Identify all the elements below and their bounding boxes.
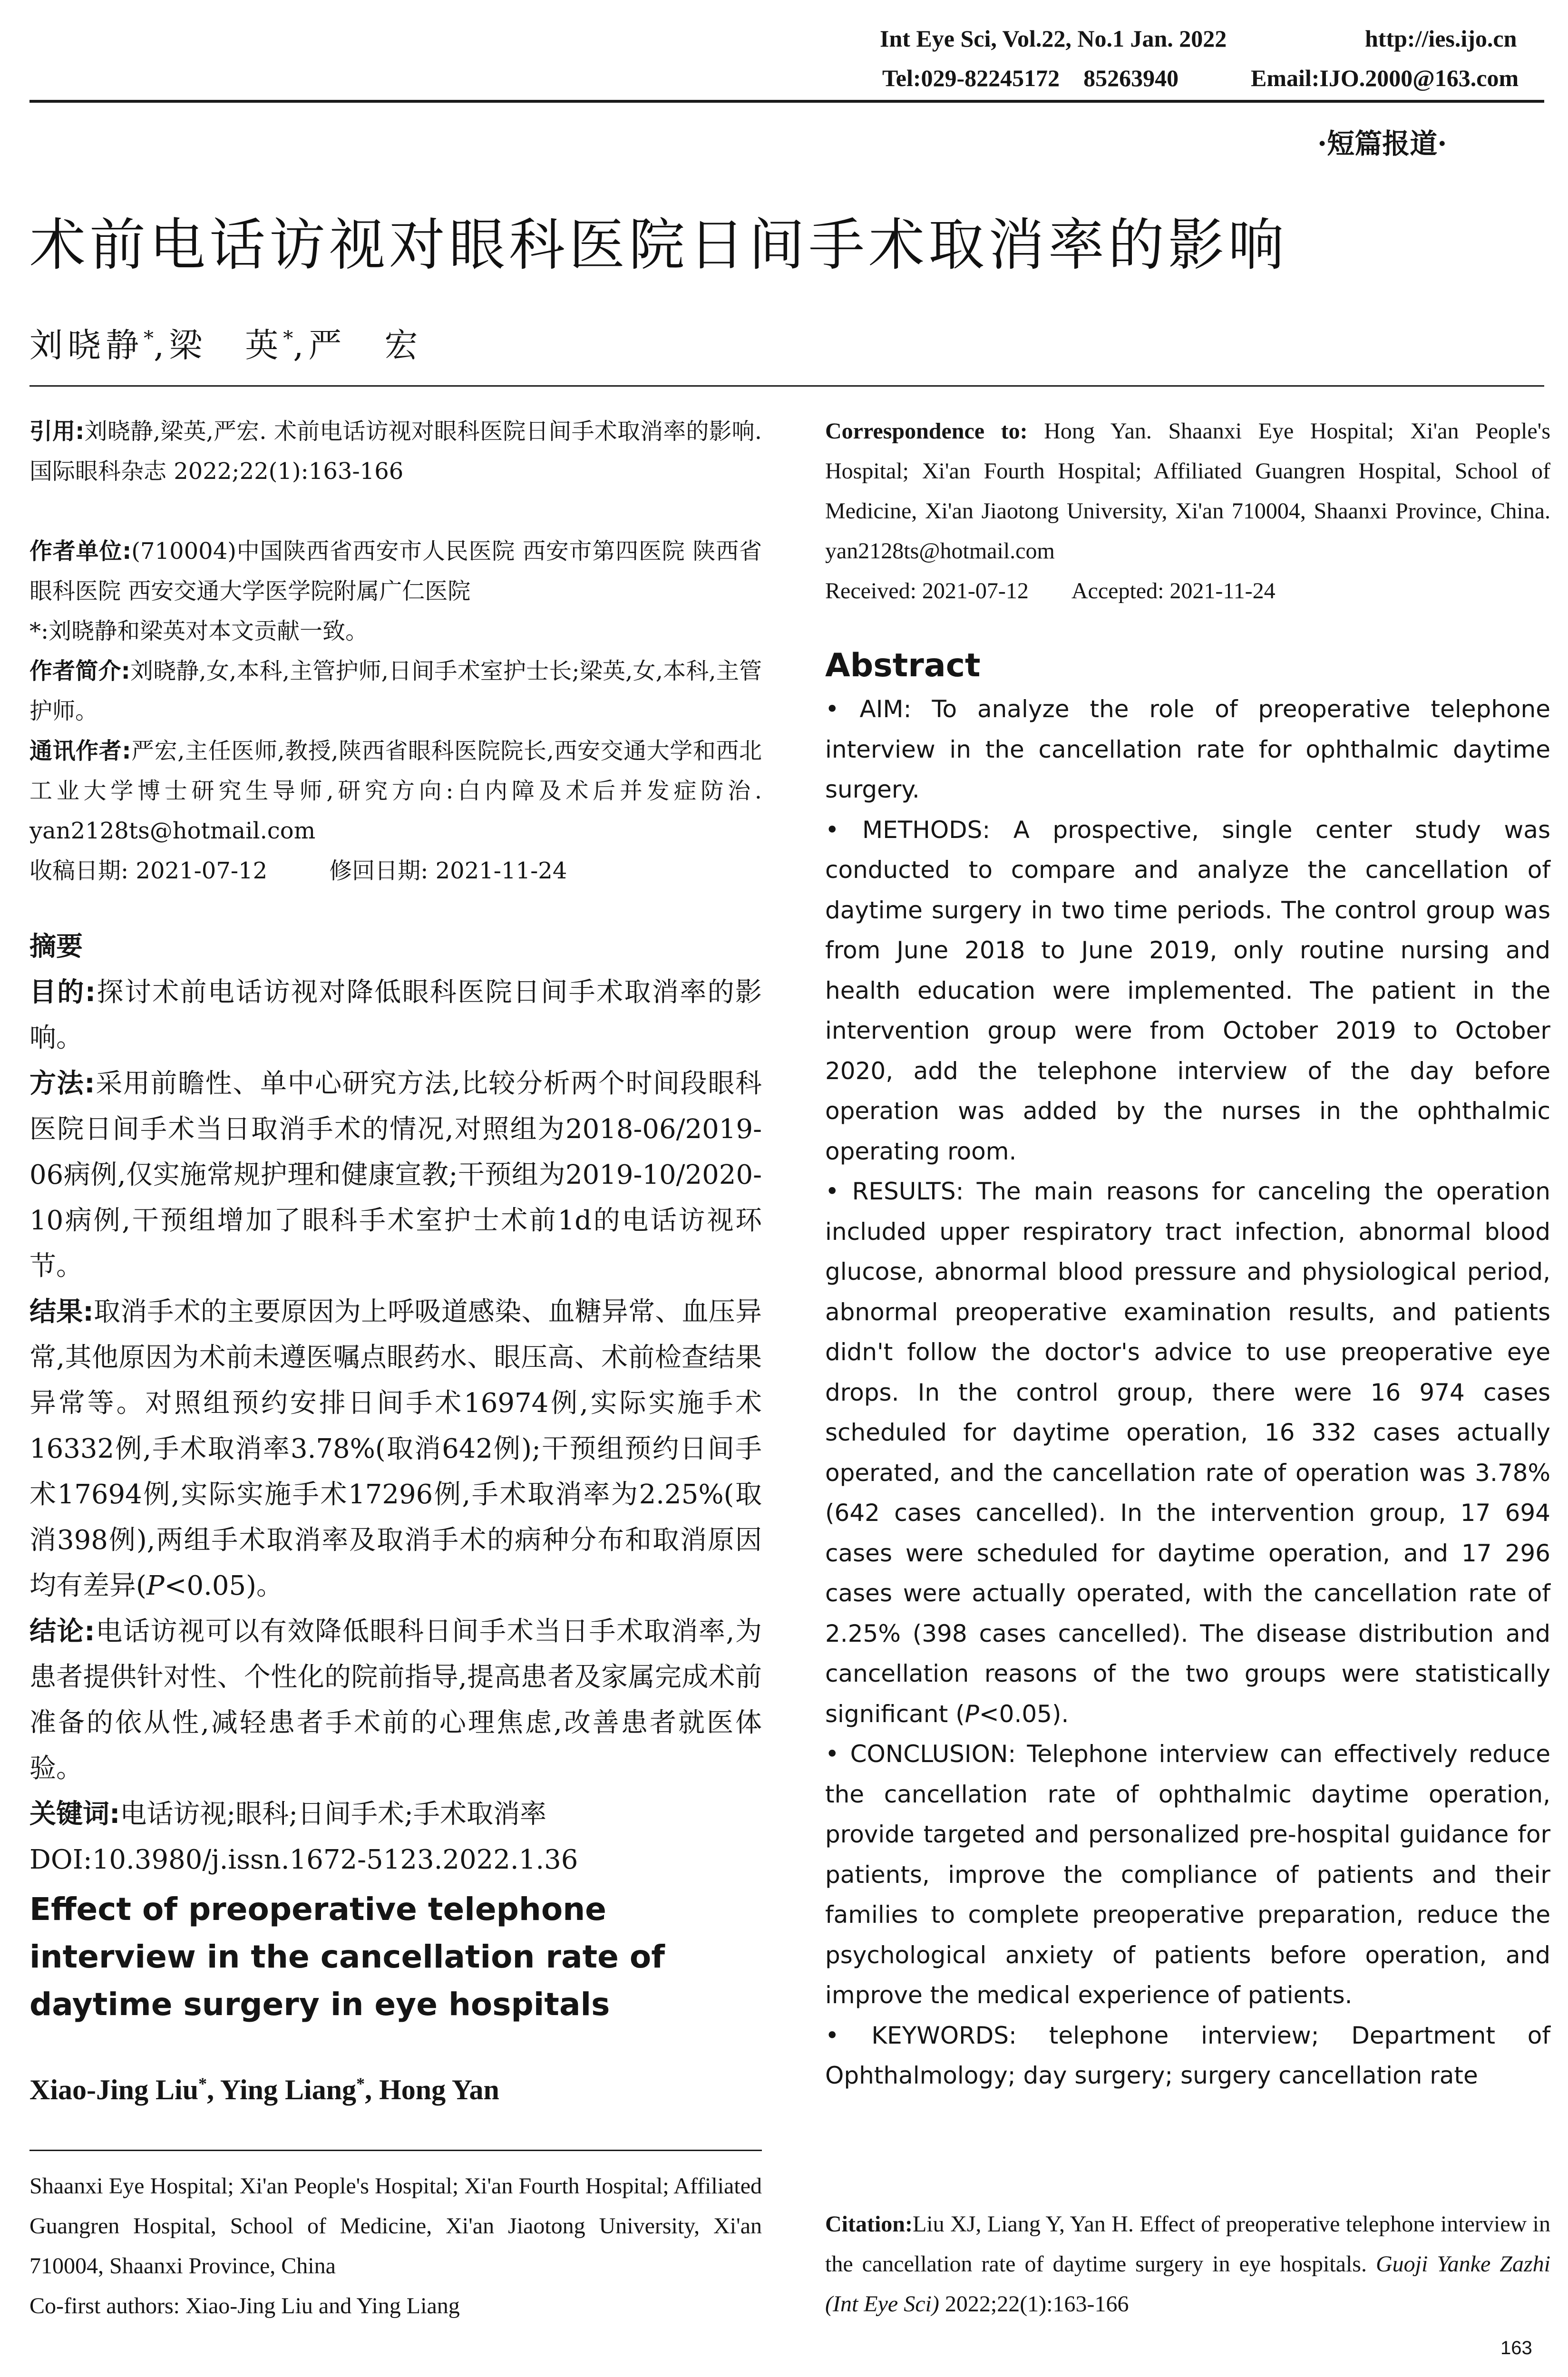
cofirst-mark: * (198, 2074, 207, 2093)
abstract-heading-cn: 摘要 (29, 931, 83, 962)
abstract-methods-en: • METHODS: A prospective, single center study was conducted to compare and analyze the cancellation of daytime surgery in two time periods. The control group was from June 2018 to June 2019, only routine nursing and health education were implemented. The patient in the intervention group were from October 2019 to October 2020, add the telephone interview of the day before operation was added by the nurses in the ophthalmic operating room. (825, 816, 1550, 1165)
journal-email[interactable]: Email:IJO.2000@163.com (1251, 65, 1519, 91)
abstract-aim-en: • AIM: To analyze the role of preoperative telephone interview in the cancellation rate for ophthalmic daytime surgery. (825, 695, 1550, 803)
dates-cn (29, 851, 762, 891)
citation-journal: Guoji Yanke Zazhi (Int Eye Sci) (825, 2251, 1550, 2317)
citation-text: Liu XJ, Liang Y, Yan H. Effect of preoperative telephone interview in the cancellation rate of daytime surgery in eye hospitals. (825, 2211, 1550, 2277)
correspondence-en (825, 411, 1550, 571)
abstract-methods-cn (29, 1061, 762, 1289)
p-symbol: P (146, 1570, 165, 1601)
author-separator: , (293, 326, 309, 365)
cofirst-note-cn: *:刘晓静和梁英对本文贡献一致。 (29, 618, 369, 644)
affiliation-rule (29, 2150, 762, 2151)
corresponding-author-cn (29, 731, 762, 851)
author-name: Ying Liang (220, 2074, 357, 2105)
keywords-cn (29, 1792, 762, 1837)
citation-text: 刘晓静,梁英,严宏. 术前电话访视对眼科医院日间手术取消率的影响. 国际眼科杂志 2022;22(1):163-166 (29, 418, 762, 485)
revised-date: 修回日期: 2021-11-24 (329, 857, 567, 884)
citation-tail: 2022;22(1):163-166 (939, 2291, 1129, 2317)
cofirst-mark: * (356, 2074, 365, 2093)
label: 通讯作者: (29, 738, 131, 764)
label: 引用: (29, 418, 85, 445)
journal-tel: Tel:029-82245172 85263940 (882, 65, 1179, 91)
affiliation-cn (29, 531, 762, 611)
left-column (29, 411, 762, 1883)
affiliation-en-block (29, 2166, 762, 2326)
citation-en (825, 2204, 1550, 2324)
cofirst-mark: * (144, 326, 154, 350)
accepted-date: Accepted: 2021-11-24 (1071, 578, 1276, 604)
right-column (825, 411, 1550, 2096)
label: 作者简介: (29, 658, 130, 684)
journal-url[interactable]: http://ies.ijo.cn (1365, 25, 1517, 52)
corr-text: 严宏,主任医师,教授,陕西省眼科医院院长,西安交通大学和西北工业大学博士研究生导师,研究方向:白内障及术后并发症防治. yan2128ts@hotmail.com (29, 738, 762, 844)
citation-block-en (825, 2204, 1550, 2324)
author-name: Xiao-Jing Liu (29, 2074, 199, 2105)
author-list-en: Xiao-Jing Liu*, Ying Liang*, Hong Yan (29, 2074, 499, 2105)
aim-text: 探讨术前电话访视对降低眼科医院日间手术取消率的影响。 (29, 977, 762, 1053)
received-date: 收稿日期: 2021-07-12 (29, 857, 268, 884)
label: 方法: (29, 1068, 95, 1099)
label: 关键词: (29, 1799, 120, 1830)
affiliation-text: (710004)中国陕西省西安市人民医院 西安市第四医院 陕西省眼科医院 西安交通大学医学院附属广仁医院 (29, 538, 762, 604)
abstract-conclusion-cn (29, 1609, 762, 1792)
abstract-conclusion-en: • CONCLUSION: Telephone interview can effectively reduce the cancellation rate of ophthalmic daytime operation, provide targeted and personalized pre-hospital guidance for patients, improve the compliance of patients and their families to complete preoperative preparation, reduce the psychological anxiety of patients before operation, and improve the medical experience of patients. (825, 1740, 1550, 2009)
bio-text: 刘晓静,女,本科,主管护师,日间手术室护士长;梁英,女,本科,主管护师。 (29, 658, 762, 724)
author-name: Hong Yan (379, 2074, 499, 2105)
article-title-en: Effect of preoperative telephone interview in the cancellation rate of daytime surgery in eye hospitals (29, 1891, 665, 2023)
results-text: • RESULTS: The main reasons for canceling the operation included upper respiratory tract infection, abnormal blood glucose, abnormal blood pressure and physiological period, abnormal preoperative examination results, and patients didn't follow the doctor's advice to use preoperative eye drops. In the control group, there were 16 974 cases scheduled for daytime operation, 16 332 cases actually operated, and the cancellation rate of operation was 3.78% (642 cases cancelled). In the intervention group, 17 694 cases were scheduled for daytime operation, and 17 296 cases were actually operated, with the cancellation rate of 2.25% (398 cases cancelled). The disease distribution and cancellation reasons of the two groups were statistically significant ( (825, 1178, 1550, 1728)
results-text-tail: <0.05). (979, 1700, 1069, 1728)
abstract-aim-cn (29, 970, 762, 1061)
results-text: 取消手术的主要原因为上呼吸道感染、血糖异常、血压异常,其他原因为术前未遵医嘱点眼药水、眼压高、术前检查结果异常等。对照组预约安排日间手术16974例,实际实施手术16332例,手术取消率3.78%(取消642例);干预组预约日间手术17694例,实际实施手术17296例,手术取消率为2.25%(取消398例),两组手术取消率及取消手术的病种分布和取消原因均有差异( (29, 1296, 762, 1601)
results-text-tail: <0.05)。 (164, 1570, 283, 1601)
journal-header: Int Eye Sci, Vol.22, No.1 Jan. 2022 (880, 25, 1227, 52)
conclusion-text: 电话访视可以有效降低眼科日间手术当日手术取消率,为患者提供针对性、个性化的院前指导,提高患者及家属完成术前准备的依从性,减轻患者手术前的心理焦虑,改善患者就医体验。 (29, 1616, 762, 1784)
cofirst-note-en: Co-first authors: Xiao-Jing Liu and Ying Liang (29, 2293, 460, 2319)
p-symbol: P (964, 1700, 979, 1728)
label: 结果: (29, 1296, 94, 1327)
author-list-cn (29, 319, 423, 367)
label: Citation: (825, 2211, 913, 2237)
abstract-results-cn (29, 1289, 762, 1609)
received-date: Received: 2021-07-12 (825, 578, 1029, 604)
section-tag: ·短篇报道· (1317, 127, 1447, 160)
label: 作者单位: (29, 538, 132, 565)
author-name: 梁 英 (169, 326, 283, 365)
article-title-cn: 术前电话访视对眼科医院日间手术取消率的影响 (29, 212, 1288, 278)
author-separator: , (154, 326, 169, 365)
header-rule (29, 100, 1544, 103)
page-number: 163 (1500, 2338, 1532, 2358)
abstract-heading-en: Abstract (825, 647, 981, 684)
author-name: 刘晓静 (29, 326, 144, 365)
corr-text: Hong Yan. Shaanxi Eye Hospital; Xi'an People's Hospital; Xi'an Fourth Hospital; Affiliated Guangren Hospital, School of Medicine, Xi'an Jiaotong University, Xi'an 710004, Shaanxi Province, China. yan2128ts@hotmail.com (825, 419, 1551, 564)
author-name: 严 宏 (308, 326, 423, 365)
author-bio (29, 651, 762, 731)
affiliation-en: Shaanxi Eye Hospital; Xi'an People's Hospital; Xi'an Fourth Hospital; Affiliated Guangren Hospital, School of Medicine, Xi'an Jiaotong University, Xi'an 710004, Shaanxi Province, China (29, 2173, 762, 2279)
label: 目的: (29, 977, 96, 1008)
label: Correspondence to: (825, 419, 1028, 444)
label: 结论: (29, 1616, 95, 1647)
keywords-text: 电话访视;眼科;日间手术;手术取消率 (120, 1799, 547, 1830)
dates-en (825, 571, 1550, 611)
author-rule (29, 385, 1544, 387)
abstract-results-en (825, 1171, 1550, 1734)
methods-text: 采用前瞻性、单中心研究方法,比较分析两个时间段眼科医院日间手术当日取消手术的情况,对照组为2018-06/2019-06病例,仅实施常规护理和健康宣教;干预组为2019-10/2020-10病例,干预组增加了眼科手术室护士术前1d的电话访视环节。 (29, 1068, 762, 1282)
keywords-en: • KEYWORDS: telephone interview; Department of Ophthalmology; day surgery; surgery cancellation rate (825, 2021, 1550, 2089)
citation-cn (29, 411, 762, 491)
doi[interactable]: DOI:10.3980/j.issn.1672-5123.2022.1.36 (29, 1844, 578, 1875)
cofirst-mark: * (283, 326, 293, 350)
